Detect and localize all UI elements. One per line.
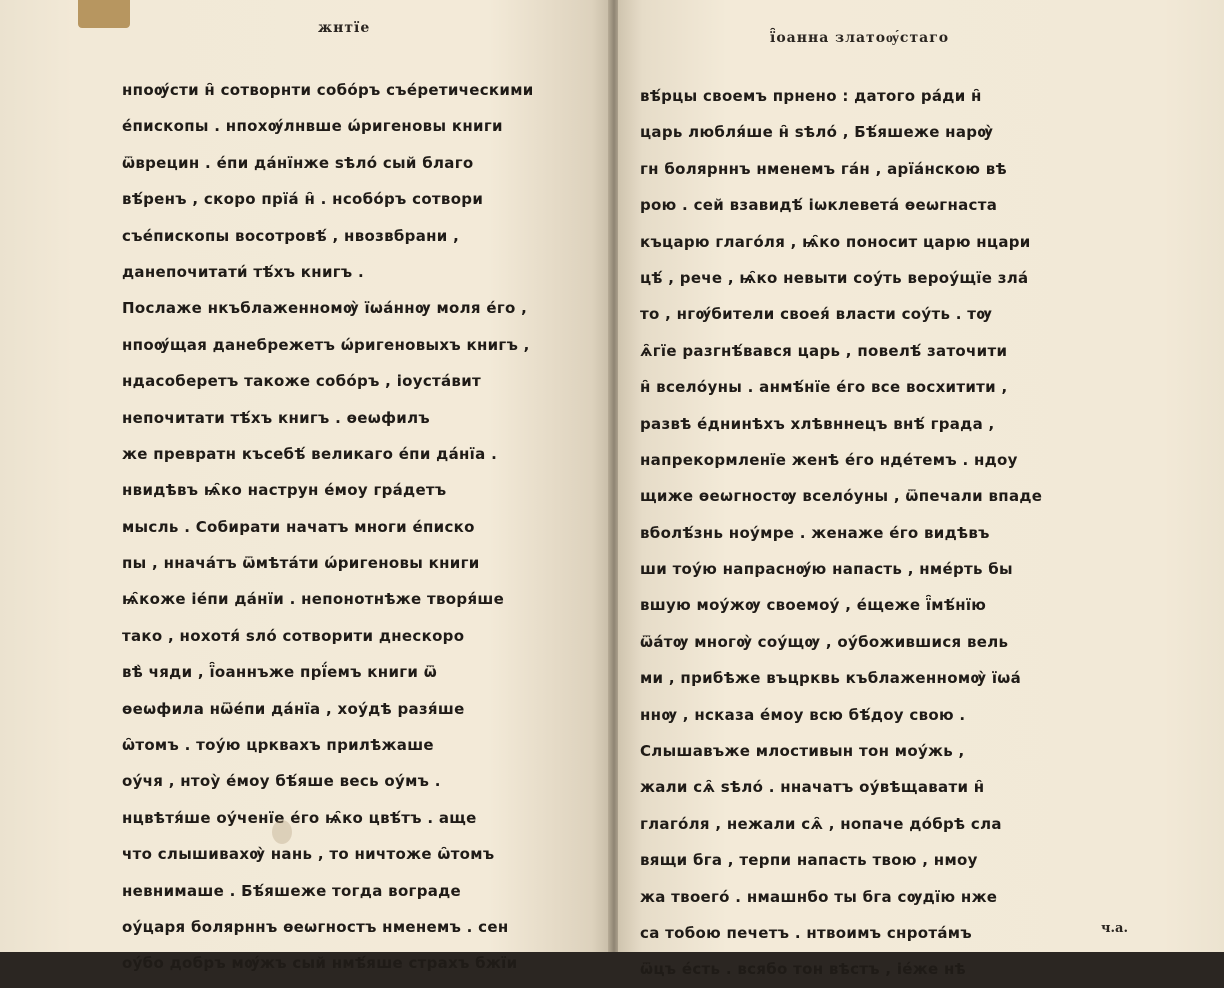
text-line: ѿцъ е́сть . всябо тон вѣстъ , іе́же нѣ bbox=[640, 960, 967, 979]
text-line: н̑ всело́уны . анмѣ́нїе е́го все восхитити , bbox=[640, 378, 1008, 397]
text-line: вѣ̀ чяди , ї̑оаннъже прї́емъ книги ѿ bbox=[122, 663, 438, 682]
left-text-block bbox=[122, 72, 574, 982]
text-line: жали сѧ̑ ѕѣло́ . нначатъ оу́вѣщавати н̑ bbox=[640, 778, 985, 797]
text-line: е́пископы . нпохѹ́лнвше ѡ́ригеновы книги bbox=[122, 117, 503, 136]
right-running-head: ї̑оанна златоѹ́стаго bbox=[770, 30, 950, 46]
text-line: ѳеѡфила нѿе́пи да́нїа , хоу́дѣ разя́ше bbox=[122, 699, 465, 718]
text-line: нпоѹ́сти н̑ сотворнти собо́ръ съе́ретическими bbox=[122, 81, 534, 99]
text-line: глаго́ля , нежали сѧ̑ , нопаче до́брѣ сла bbox=[640, 814, 1002, 833]
bookmark-tab bbox=[78, 0, 130, 28]
right-page bbox=[618, 0, 1224, 979]
text-line: невнимаше . Бѣ́яшеже тогда вограде bbox=[122, 881, 462, 900]
folio-number: ч.а. bbox=[1101, 921, 1128, 936]
text-line: Послаже нкъблаженномѹ̀ їѡа́ннѹ моля е́го , bbox=[122, 299, 528, 318]
text-line: вшую моу́жѹ своемоу́ , е́щеже ї̑мѣ́нїю bbox=[640, 596, 987, 615]
text-line: нвидѣвъ ѩ̑ко наструн е́моу гра́детъ bbox=[122, 481, 447, 500]
text-line: жа твоего́ . нмашнбо ты бга сѹдїю нже bbox=[640, 887, 998, 906]
text-line: са тобою печетъ . нтвоимъ снрота́мъ bbox=[640, 923, 972, 942]
text-line: Слышавъже млостивын тон моу́жь , bbox=[640, 742, 965, 761]
text-line: царь любля́ше н̑ ѕѣло́ , Бѣ́яшеже нарѹ̀ bbox=[640, 123, 994, 142]
text-line: пы , ннача́тъ ѿмѣта́ти ѡ́ригеновы книги bbox=[122, 554, 480, 573]
text-line: къцарю глаго́ля , ѩ̑ко поносит царю нцари bbox=[640, 232, 1031, 251]
paper-stain bbox=[272, 820, 292, 844]
text-line: тако , нохотя́ ѕло́ сотворити днескоро bbox=[122, 626, 465, 645]
text-line: ми , прибѣже въцрквь къблаженномѹ̀ їѡа́ bbox=[640, 669, 1022, 688]
text-line: данепочитати́ тѣ́хъ книгъ . bbox=[122, 262, 364, 281]
text-line: ндасоберетъ такоже собо́ръ , іоуста́вит bbox=[122, 372, 482, 391]
text-line: ннѹ , нсказа е́моу всю бѣ́доу свою . bbox=[640, 705, 966, 724]
text-line: ѩ̑коже іе́пи да́нїи . непонотнѣже творя́ше bbox=[122, 590, 505, 609]
text-line: непочитати тѣ́хъ книгъ . ѳеѡфилъ bbox=[122, 408, 430, 427]
text-line: оу́царя болярннъ ѳеѡгностъ нменемъ . сен bbox=[122, 917, 509, 936]
left-page bbox=[0, 0, 610, 973]
text-line: ѡ̑томъ . тоу́ю црквахъ прилѣжаше bbox=[122, 736, 434, 755]
text-line: оу́чя , нтоу̀ е́моу бѣ́яше весь оу́мъ . bbox=[122, 772, 441, 791]
text-line: щиже ѳеѡгностѹ всело́уны , ѿпечали впаде bbox=[640, 487, 1043, 506]
text-line: то , нгѹ́бители своея́ власти соу́ть . тѹ bbox=[640, 305, 993, 324]
text-line: цѣ́ , рече , ѩ̑ко невыти соу́ть вероу́щїе зла́ bbox=[640, 268, 1029, 287]
text-line: ѿа́тѹ многѹ̀ соу́щѹ , оу́божившися вель bbox=[640, 632, 1009, 651]
text-line: ѿврецин . е́пи да́нїнже ѕѣло́ сый благо bbox=[122, 153, 474, 172]
text-line: съе́пископы восотровѣ́ , нвозвбрани , bbox=[122, 226, 460, 245]
text-line: нпоѹ́щая данебрежетъ ѡ́ригеновыхъ книгъ , bbox=[122, 335, 530, 354]
text-line: ѧ̑гїе разгнѣ́вався царь , повелѣ́ заточити bbox=[640, 341, 1008, 360]
text-line: вболѣ́знь ноу́мре . женаже е́го видѣвъ bbox=[640, 523, 990, 542]
text-line: ши тоу́ю напраснѹ́ю напасть , нме́рть бы bbox=[640, 560, 1013, 579]
text-line: вящи бга , терпи напасть твою , нмоу bbox=[640, 851, 978, 870]
text-line: мысль . Собирати начатъ многи е́писко bbox=[122, 517, 475, 536]
right-text-block bbox=[640, 78, 1098, 988]
text-line: что слышивахѹ̀ нань , то ничтоже ѡ̑томъ bbox=[122, 845, 495, 864]
text-line: развѣ е́днинѣхъ хлѣвннецъ внѣ́ града , bbox=[640, 414, 995, 433]
text-line: нцвѣтя́ше оу́ченїе е́го ѩ̑ко цвѣ́тъ . аще bbox=[122, 808, 477, 827]
text-line: напрекормленїе женѣ е́го нде́темъ . ндоу bbox=[640, 450, 1018, 469]
text-line: гн болярннъ нменемъ га́н , арїа́нскою вѣ bbox=[640, 159, 1007, 178]
text-line: вѣ́рцы своемъ прнено : датого ра́ди н̑ bbox=[640, 87, 982, 105]
text-line: рою . сей взавидѣ́ іѡклевета́ ѳеѡгнаста bbox=[640, 196, 998, 215]
text-line: оу́бо добръ мѹ́жъ сый нмѣ́яше страхъ бжїи bbox=[122, 954, 518, 973]
text-line: же превратн късебѣ́ великаго е́пи да́нїа . bbox=[122, 444, 498, 463]
text-line: вѣ́ренъ , скоро прїа́ н̑ . нсобо́ръ сотвори bbox=[122, 190, 484, 209]
left-running-head: жнтїе bbox=[318, 20, 371, 36]
